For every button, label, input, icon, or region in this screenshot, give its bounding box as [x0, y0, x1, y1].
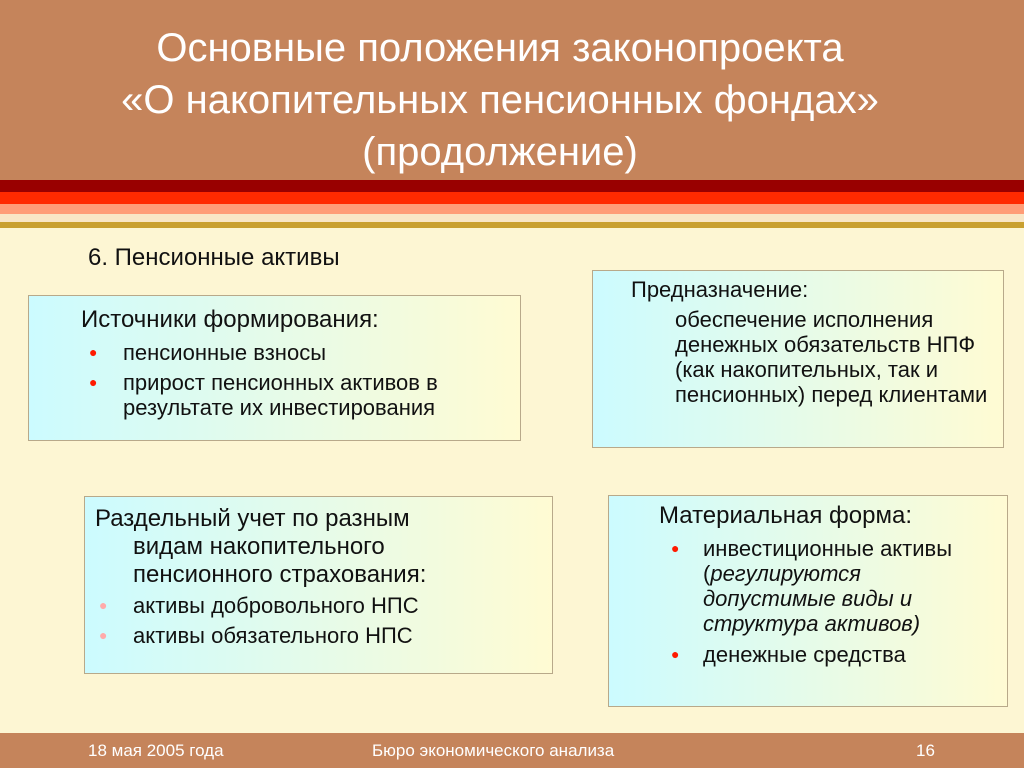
- footer-organization: Бюро экономического анализа: [372, 741, 615, 760]
- slide-header: [0, 0, 1024, 180]
- slide-title: [0, 22, 1000, 178]
- sources-list: [89, 340, 499, 425]
- material-form-box: [608, 495, 1008, 707]
- sources-heading: Источники формирования:: [81, 306, 379, 333]
- list-item: ● инвестиционные активы (регулируются допустимые виды и структура активов): [671, 536, 991, 636]
- bullet-icon: ●: [671, 540, 680, 556]
- decor-stripe-cream: [0, 214, 1024, 222]
- separate-accounting-box: [84, 496, 553, 674]
- investment-note: (регулируются допустимые виды и структура активов): [703, 561, 921, 636]
- purpose-box: [592, 270, 1004, 448]
- list-item: ● пенсионные взносы: [89, 340, 327, 365]
- footer-date: 18 мая 2005 года: [88, 741, 224, 760]
- bullet-icon: ●: [671, 646, 680, 662]
- decor-stripe-dark-red: [0, 180, 1024, 192]
- material-form-list: [671, 536, 991, 673]
- list-item: ● активы обязательного НПС: [99, 623, 413, 648]
- separate-accounting-list: [99, 593, 529, 653]
- decor-stripe-gold: [0, 222, 1024, 228]
- bullet-icon: ●: [99, 627, 108, 643]
- bullet-icon: ●: [89, 374, 98, 390]
- title-line-2: «О накопительных пенсионных фондах»: [121, 78, 879, 122]
- purpose-heading: Предназначение:: [631, 277, 809, 302]
- page-number: 16: [916, 741, 935, 760]
- list-item: ● активы добровольного НПС: [99, 593, 419, 618]
- list-item: ● денежные средства: [671, 642, 906, 667]
- decor-stripe-red: [0, 192, 1024, 204]
- decor-stripe-salmon: [0, 204, 1024, 214]
- purpose-text: обеспечение исполнения денежных обязательств НПФ (как накопительных, так и пенсионных) перед клиентами: [675, 307, 988, 407]
- bullet-icon: ●: [89, 344, 98, 360]
- list-item: ● прирост пенсионных активов в результате их инвестирования: [89, 370, 438, 420]
- slide-footer: [0, 733, 1024, 768]
- sources-box: [28, 295, 521, 441]
- separate-accounting-heading: Раздельный учет по разным видам накопительного пенсионного страхования:: [95, 505, 427, 588]
- title-line-1: Основные положения законопроекта: [156, 26, 844, 70]
- title-line-3: (продолжение): [362, 130, 638, 174]
- bullet-icon: ●: [99, 597, 108, 613]
- section-title: 6. Пенсионные активы: [88, 244, 340, 271]
- material-form-heading: Материальная форма:: [659, 502, 912, 529]
